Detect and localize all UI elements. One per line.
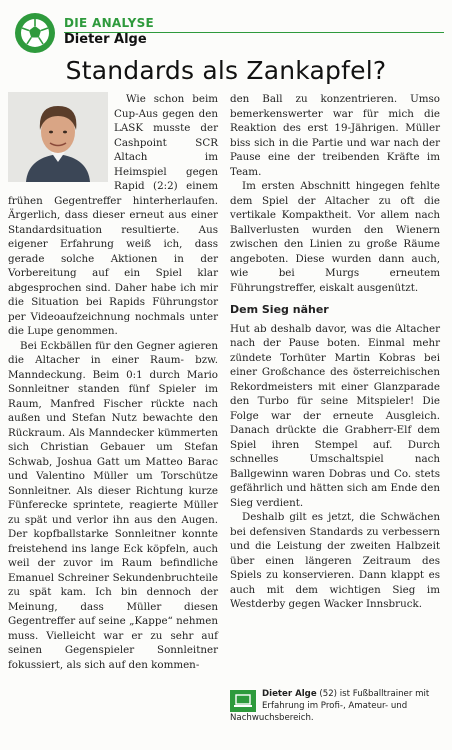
soccer-ball-icon bbox=[14, 12, 56, 54]
laptop-icon bbox=[230, 690, 256, 712]
author-bio-box bbox=[230, 688, 446, 724]
section-kicker: DIE ANALYSE bbox=[64, 16, 155, 30]
bio-author-name: Dieter Alge bbox=[262, 689, 317, 699]
bio-text: (52) ist Fußballtrainer mit Erfahrung im Profi-, Amateur- und Nachwuchsbereich. bbox=[230, 689, 430, 723]
paragraph: den Ball zu konzentrieren. Umso bemerkenswerter war für mich die Reaktion des erst 19-Jährigen. Müller biss sich in die Partie und war nach der Pause eine der treibenden Kräfte im Team. bbox=[230, 93, 440, 178]
article-title: Standards als Zankapfel? bbox=[65, 56, 387, 85]
paragraph: Wie schon beim Cup-Aus gegen den LASK musste der Cashpoint SCR Altach im Heimspiel gegen Rapid (2:2) einem frühen Gegentreffer hinterherlaufen. Ärgerlich, dass dieser erneut aus einer Standardsituation resultierte. Aus eigener Erfahrung weiß ich, dass gerade solche Aktionen in der Vorbereitung auf ein Spiel klar abgesprochen sind. Daher habe ich mir die Situation bei Rapids Führungstor per Videoaufzeichnung nochmals unter die Lupe genommen. bbox=[8, 93, 218, 337]
paragraph: Hut ab deshalb davor, was die Altacher nach der Pause boten. Einmal mehr zündete Torhüter Martin Kobras bei einer Großchance des österreichischen Rekordmeisters mit einer Glanzparade den Turbo für seine Mitspieler! Die Folge war der erneute Ausgleich. Danach drückte die Grabherr-Elf dem Spiel ihren Stempel auf. Durch schnelles Umschaltspiel nach Ballgewinn waren Dobras und Co. stets gefährlich und hätten sich am Ende den Sieg verdient. bbox=[230, 322, 440, 509]
article-column-left bbox=[8, 92, 218, 672]
column-header bbox=[8, 8, 444, 58]
subheading: Dem Sieg näher bbox=[230, 303, 329, 316]
paragraph: Bei Eckbällen für den Gegner agieren die Altacher in einer Raum- bzw. Manndeckung. Beim 0:1 durch Mario Sonnleitner standen fünf Spieler im Raum, Manfred Fischer rückte nach außen und Stefan Nutz bewachte den Rückraum. Als Manndecker kümmerten sich Christian Gebauer um Stefan Schwab, Joshua Gatt um Matteo Barac und Valentino Müller um Torschütze Sonnleitner. Als dieser Richtung kurze Fünferecke sprintete, reagierte Müller zu spät und verlor ihn aus den Augen. Der kopfballstarke Sonnleitner konnte freistehend ins lange Eck köpfeln, auch weil der zuvor im Raum befindliche Emanuel Schreiner Sekundenbruchteile zu spät kam. Ich bin dennoch der Meinung, dass Müller diesen Gegentreffer auf seine „Kappe“ nehmen muss. Vielleicht war er zu sehr auf seinen Gegenspieler Sonnleitner fokussiert, als sich auf den kommen- bbox=[8, 339, 218, 671]
paragraph: Im ersten Abschnitt hingegen fehlte dem Spiel der Altacher zu oft die vertikale Kompaktheit. Vor allem nach Ballverlusten wurden den Wienern zwischen den Linien zu große Räume angeboten. Diese wurden dann auch, wie bei Murgs erneutem Führungstreffer, eiskalt ausgenützt. bbox=[230, 180, 440, 294]
paragraph: Deshalb gilt es jetzt, die Schwächen bei defensiven Standards zu verbessern und die Leistung der zweiten Halbzeit über einen längeren Zeitraum des Spiels zu konservieren. Dann klappt es auch mit dem wichtigen Sieg im Westderby gegen Wacker Innsbruck. bbox=[230, 511, 440, 610]
author-byline: Dieter Alge bbox=[64, 32, 147, 47]
author-portrait bbox=[8, 92, 108, 182]
article-column-right bbox=[230, 92, 440, 612]
